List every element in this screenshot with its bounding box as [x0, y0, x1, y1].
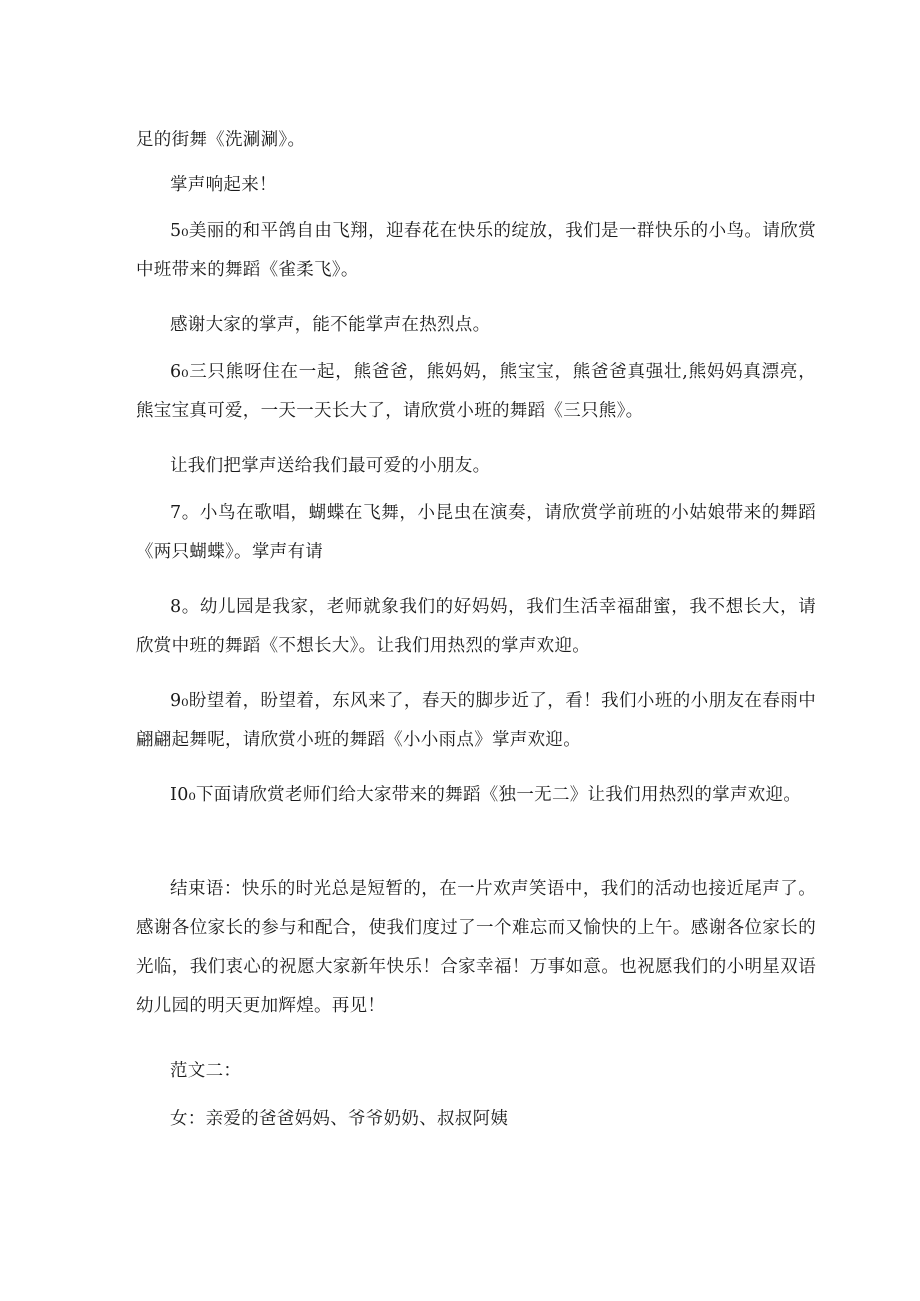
paragraph-item-8: 8。幼儿园是我家，老师就象我们的好妈妈，我们生活幸福甜蜜，我不想长大，请欣赏中班的舞蹈《不想长大》。让我们用热烈的掌声欢迎。	[136, 597, 816, 656]
paragraph-sample-two: 范文二：	[170, 1061, 242, 1081]
paragraph-item-5: 5₀美丽的和平鸽自由飞翔，迎春花在快乐的绽放，我们是一群快乐的小鸟。请欣赏中班带来的舞蹈《雀柔飞》。	[136, 221, 816, 280]
paragraph-item-10: I0₀下面请欣赏老师们给大家带来的舞蹈《独一无二》让我们用热烈的掌声欢迎。	[170, 785, 802, 805]
paragraph-item-7: 7。小鸟在歌唱，蝴蝶在飞舞，小昆虫在演奏，请欣赏学前班的小姑娘带来的舞蹈《两只蝴蝶》。掌声有请	[136, 503, 816, 562]
paragraph-applause: 掌声响起来！	[170, 175, 277, 195]
paragraph-applause-kids: 让我们把掌声送给我们最可爱的小朋友。	[170, 456, 491, 476]
paragraph-thanks: 感谢大家的掌声，能不能掌声在热烈点。	[170, 315, 491, 335]
paragraph-continuation: 足的街舞《洗涮涮》。	[136, 130, 306, 150]
paragraph-item-9: 9₀盼望着，盼望着，东风来了，春天的脚步近了，看！我们小班的小朋友在春雨中翩翩起舞呢，请欣赏小班的舞蹈《小小雨点》掌声欢迎。	[136, 691, 816, 750]
paragraph-closing: 结束语：快乐的时光总是短暂的，在一片欢声笑语中，我们的活动也接近尾声了。感谢各位家长的参与和配合，使我们度过了一个难忘而又愉快的上午。感谢各位家长的光临，我们衷心的祝愿大家新年快乐！合家幸福！万事如意。也祝愿我们的小明星双语幼儿园的明天更加辉煌。再见！	[136, 879, 816, 1016]
paragraph-item-6: 6₀三只熊呀住在一起，熊爸爸，熊妈妈，熊宝宝，熊爸爸真强壮,熊妈妈真漂亮，熊宝宝真可爱，一天一天长大了，请欣赏小班的舞蹈《三只熊》。	[136, 362, 816, 421]
paragraph-host-female: 女：亲爱的爸爸妈妈、爷爷奶奶、叔叔阿姨	[170, 1109, 509, 1129]
